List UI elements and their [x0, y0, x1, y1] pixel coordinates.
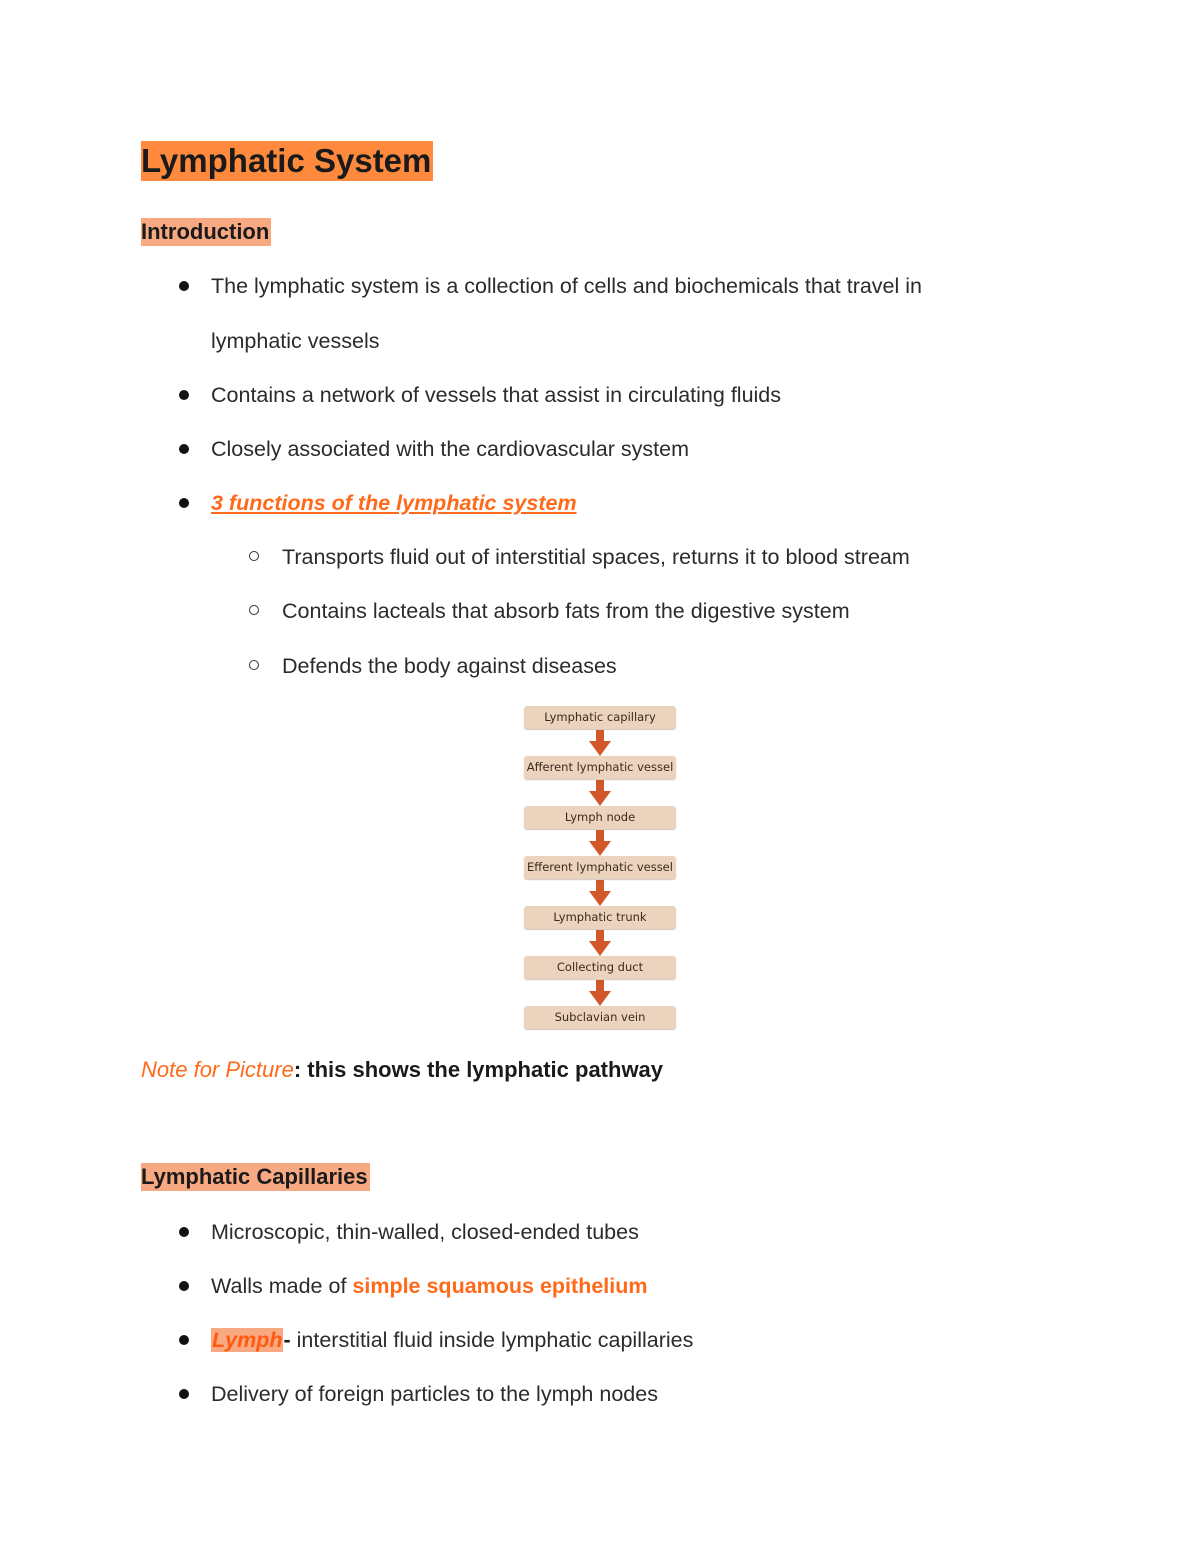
sub-list-item-text: Contains lacteals that absorb fats from the digestive system	[282, 599, 850, 623]
bullet-icon	[179, 281, 189, 291]
flow-step-box: Collecting duct	[524, 956, 676, 979]
down-arrow-icon	[589, 980, 611, 1006]
bullet-icon	[179, 1335, 189, 1345]
list-item-text: The lymphatic system is a collection of cells and biochemicals that travel in	[211, 274, 923, 298]
flow-step-box: Afferent lymphatic vessel	[524, 756, 676, 779]
functions-heading: 3 functions of the lymphatic system	[211, 491, 577, 515]
list-item	[0, 434, 1200, 464]
list-item-text: Microscopic, thin-walled, closed-ended tubes	[211, 1220, 639, 1244]
sub-list-item	[0, 542, 1200, 572]
list-item	[0, 1379, 1200, 1409]
down-arrow-icon	[589, 880, 611, 906]
list-item-text: Closely associated with the cardiovascular system	[211, 437, 689, 461]
list-item-text: Contains a network of vessels that assist in circulating fluids	[211, 383, 782, 407]
bullet-icon	[179, 444, 189, 454]
bullet-icon	[179, 390, 189, 400]
list-item	[0, 380, 1200, 410]
page-title: Lymphatic System	[141, 142, 432, 179]
bullet-icon	[179, 498, 189, 508]
list-item-prefix: Walls made of	[211, 1274, 353, 1298]
list-item-text: Delivery of foreign particles to the lymph nodes	[211, 1382, 658, 1406]
hollow-bullet-icon	[249, 660, 259, 670]
list-item	[0, 1325, 1200, 1355]
hollow-bullet-icon	[249, 605, 259, 615]
term-dash: -	[283, 1328, 291, 1352]
flow-step-box: Lymph node	[524, 806, 676, 829]
section-heading-lymphatic-capillaries: Lymphatic Capillaries	[141, 1164, 368, 1189]
bullet-icon	[179, 1281, 189, 1291]
sub-list-item	[0, 651, 1200, 681]
emphasis-term: simple squamous epithelium	[352, 1274, 648, 1298]
term-definition: interstitial fluid inside lymphatic capillaries	[290, 1328, 694, 1352]
list-item-text	[211, 1271, 647, 1301]
list-item	[0, 271, 1200, 301]
list-item-text	[211, 1325, 693, 1355]
down-arrow-icon	[589, 830, 611, 856]
sub-list-item-text: Transports fluid out of interstitial spaces, returns it to blood stream	[282, 545, 910, 569]
sub-list-item	[0, 596, 1200, 626]
bullet-icon	[179, 1389, 189, 1399]
list-item	[0, 1271, 1200, 1301]
down-arrow-icon	[589, 730, 611, 756]
note-text: : this shows the lymphatic pathway	[293, 1057, 664, 1082]
sub-list-item-text: Defends the body against diseases	[282, 654, 617, 678]
flow-step-box: Lymphatic trunk	[524, 906, 676, 929]
list-item	[0, 1217, 1200, 1247]
list-item-text: lymphatic vessels	[211, 329, 380, 353]
highlighted-term: Lymph	[212, 1328, 283, 1352]
down-arrow-icon	[589, 780, 611, 806]
hollow-bullet-icon	[249, 551, 259, 561]
flow-step-box: Lymphatic capillary	[524, 706, 676, 729]
flow-step-box: Efferent lymphatic vessel	[524, 856, 676, 879]
section-heading-introduction: Introduction	[141, 219, 270, 244]
picture-note	[141, 1055, 663, 1085]
down-arrow-icon	[589, 930, 611, 956]
list-item-functions	[0, 488, 1200, 518]
note-label: Note for Picture	[141, 1057, 294, 1082]
list-item-continuation	[0, 326, 1200, 356]
bullet-icon	[179, 1227, 189, 1237]
flow-step-box: Subclavian vein	[524, 1006, 676, 1029]
